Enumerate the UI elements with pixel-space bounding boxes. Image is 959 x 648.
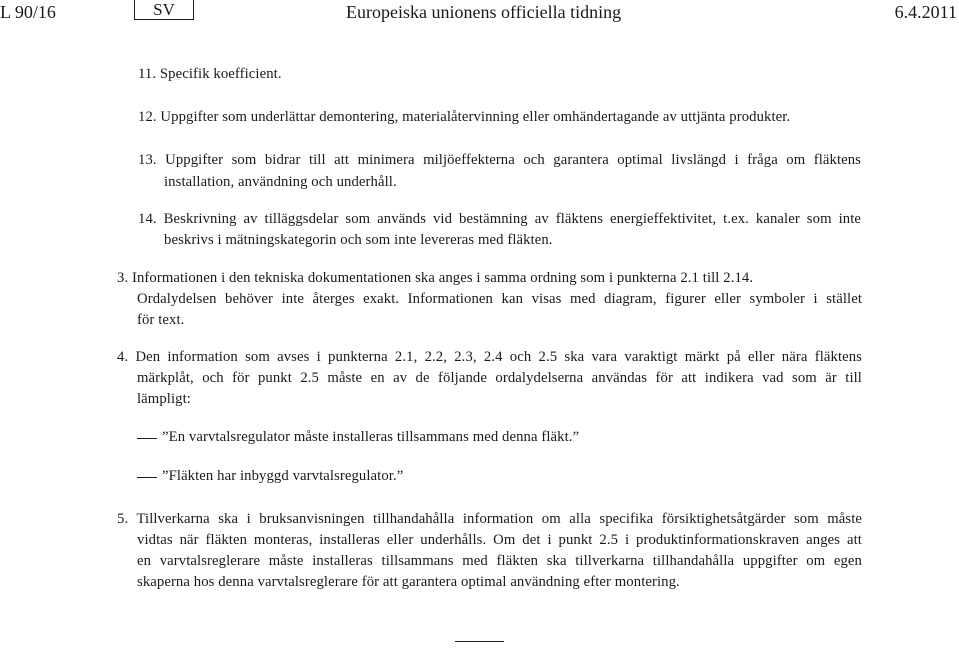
footer-rule xyxy=(455,641,504,642)
paragraph-4-line-3: lämpligt: xyxy=(137,391,191,407)
issue-date: 6.4.2011 xyxy=(894,2,957,22)
dash-item-text: ”Fläkten har inbyggd varvtalsregulator.” xyxy=(162,468,404,484)
paragraph-5-line-2: vidtas när fläkten monteras, installeras eller underhålls. Om det i punkt 2.5 i produktinformationskraven anges att xyxy=(137,532,862,548)
list-item-13-line-2: installation, användning och underhåll. xyxy=(164,174,397,190)
paragraph-3-line-2: Ordalydelsen behöver inte återges exakt. Informationen kan visas med diagram, figurer eller symboler i stället xyxy=(137,291,862,307)
paragraph-5-line-1: 5. Tillverkarna ska i bruksanvisningen tillhandahålla information om alla specifika försiktighetsåtgärder som måste xyxy=(117,511,862,527)
page-reference: L 90/16 xyxy=(0,2,56,22)
list-item-13-line-1: 13. Uppgifter som bidrar till att minimera miljöeffekterna och garantera optimal livslängd i fråga om fläktens xyxy=(138,152,861,168)
paragraph-3-line-1: 3. Informationen i den tekniska dokumentationen ska anges i samma ordning som i punkterna 2.1 till 2.14. xyxy=(117,270,754,286)
dash-item-text: ”En varvtalsregulator måste installeras tillsammans med denna fläkt.” xyxy=(162,429,580,445)
dash-item-2 xyxy=(137,466,862,488)
language-badge: SV xyxy=(134,0,194,20)
paragraph-4-line-1: 4. Den information som avses i punkterna 2.1, 2.2, 2.3, 2.4 och 2.5 ska vara varaktigt märkt på eller nära fläktens xyxy=(117,349,862,365)
list-item-12: 12. Uppgifter som underlättar demontering, materialåtervinning eller omhändertagande av uttjänta produkter. xyxy=(138,109,791,125)
list-item-14-line-1: 14. Beskrivning av tilläggsdelar som används vid bestämning av fläktens energieffektivitet, t.ex. kanaler som inte xyxy=(138,211,861,227)
paragraph-3-line-3: för text. xyxy=(137,312,185,328)
list-item-14-line-2: beskrivs i mätningskategorin och som inte levereras med fläkten. xyxy=(164,232,553,248)
dash-item-1 xyxy=(137,427,862,449)
journal-title: Europeiska unionens officiella tidning xyxy=(346,2,622,22)
paragraph-5-line-3: en varvtalsreglerare måste installeras tillsammans med fläkten ska tillverkarna tillhandahålla uppgifter om egen xyxy=(137,553,862,569)
list-item-11: 11. Specifik koefficient. xyxy=(138,66,282,82)
em-dash-marker xyxy=(137,438,157,439)
em-dash-marker xyxy=(137,477,157,478)
paragraph-5-line-4: skaperna hos denna varvtalsreglerare för att garantera optimal användning efter montering. xyxy=(137,574,680,590)
paragraph-4-line-2: märkplåt, och för punkt 2.5 måste en av de följande ordalydelserna användas för att indikera vad som är till xyxy=(137,370,862,386)
page-header xyxy=(0,0,959,30)
